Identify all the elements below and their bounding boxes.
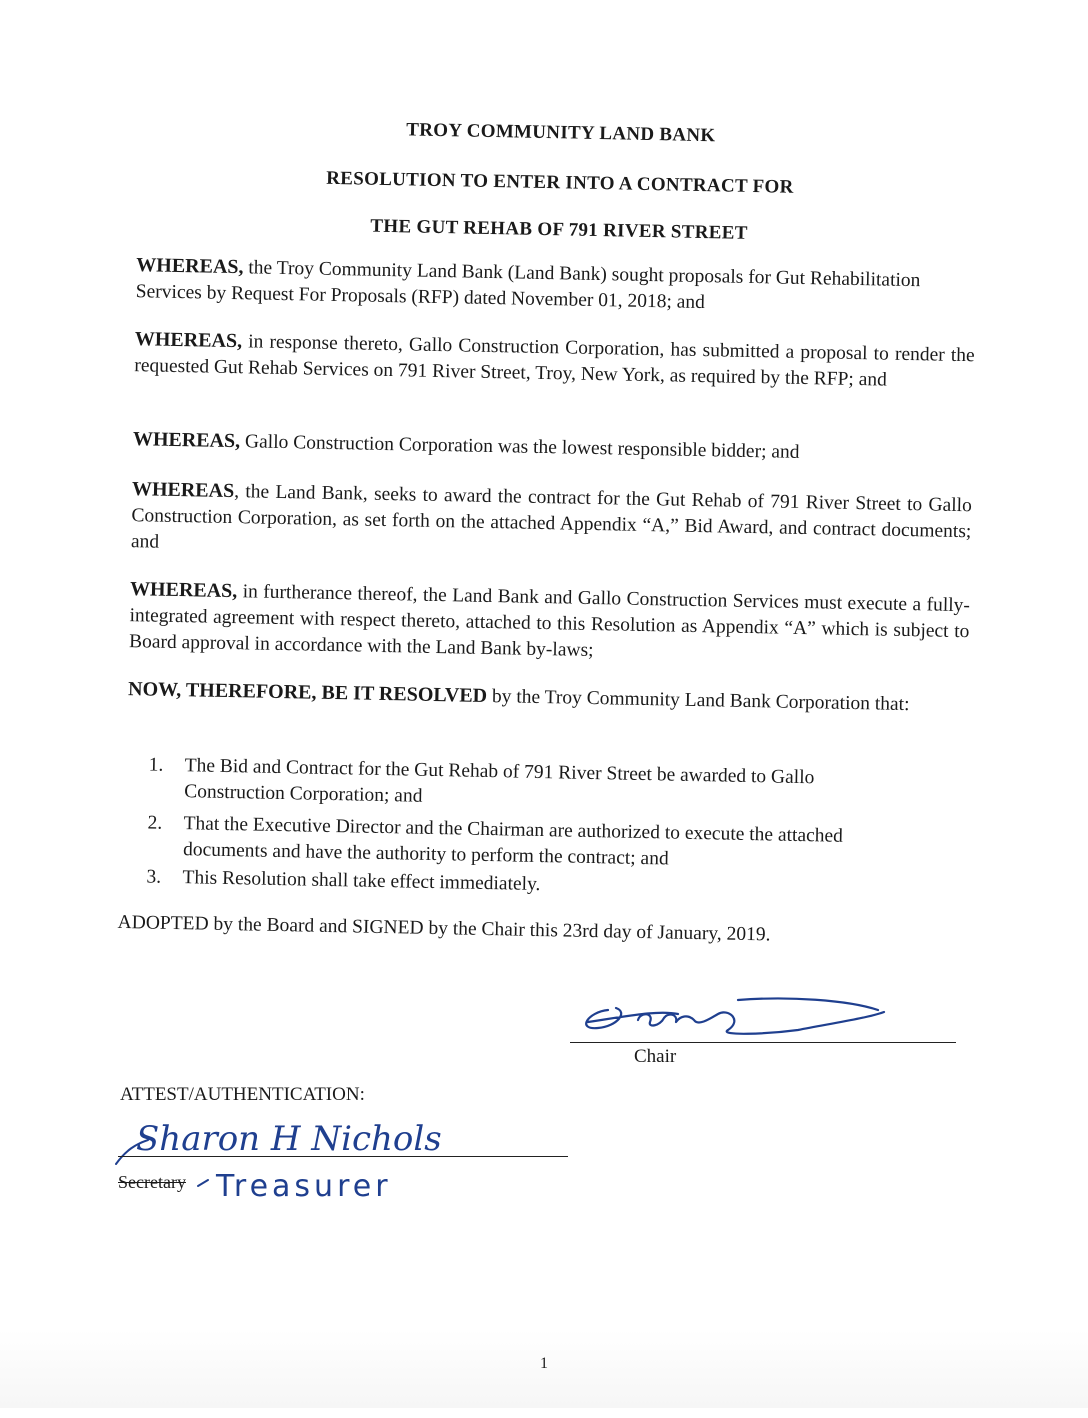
whereas-paragraph-3 <box>133 426 973 469</box>
handwritten-treasurer <box>196 1164 416 1208</box>
chair-label: Chair <box>634 1046 677 1067</box>
resolution-item-1 <box>148 753 909 820</box>
whereas-text: in response thereto, Gallo Construction Corporation, has submitted a proposal to render the requested Gut Rehab Services on 791 River Street, Troy, New York, as required by the RFP; and <box>134 331 975 391</box>
resolution-title-line1: RESOLUTION TO ENTER INTO A CONTRACT FOR <box>326 167 794 198</box>
whereas-text: Gallo Construction Corporation was the lowest responsible bidder; and <box>239 431 800 463</box>
whereas-paragraph-5 <box>129 576 970 671</box>
resolution-title-line2: THE GUT REHAB OF 791 RIVER STREET <box>370 215 748 244</box>
secretary-signature-text: Sharon H Nichols <box>136 1119 442 1159</box>
whereas-paragraph-1 <box>136 252 977 321</box>
org-title: TROY COMMUNITY LAND BANK <box>406 119 716 147</box>
secretary-label: Secretary <box>118 1172 186 1192</box>
secretary-signature-line <box>118 1156 568 1157</box>
adopted-statement: ADOPTED by the Board and SIGNED by the Chair this 23rd day of January, 2019. <box>117 911 771 946</box>
whereas-text: in furtherance thereof, the Land Bank and Gallo Construction Services must execute a fully-integrated agreement with respect thereto, attached to this Resolution as Appendix “A” which is subject to Board approval in accordance with the Land Bank by-laws; <box>128 581 971 662</box>
whereas-lead: WHEREAS, <box>134 328 243 353</box>
item-number: 3. <box>146 866 162 888</box>
handwritten-treasurer-text: Treasurer <box>216 1169 392 1204</box>
resolved-text: by the Troy Community Land Bank Corporation that: <box>486 685 910 716</box>
chair-signature <box>568 990 898 1050</box>
item-text: That the Executive Director and the Chairman are authorized to execute the attached documents and have the authority to perform the contract; and <box>182 813 844 870</box>
whereas-text: the Troy Community Land Bank (Land Bank) sought proposals for Gut Rehabilitation Services by Request For Proposals (RFP) dated November 01, 2018; and <box>135 257 921 314</box>
chair-signature-line <box>570 1042 956 1043</box>
secretary-signature <box>112 1110 492 1170</box>
whereas-lead: WHEREAS, <box>136 254 244 279</box>
whereas-paragraph-4 <box>131 476 972 571</box>
item-text: The Bid and Contract for the Gut Rehab of 791 River Street be awarded to Gallo Construction Corporation; and <box>183 755 815 807</box>
item-number: 2. <box>147 812 163 834</box>
whereas-lead: WHEREAS, <box>132 428 241 453</box>
attest-label: ATTEST/AUTHENTICATION: <box>120 1084 365 1105</box>
whereas-paragraph-2 <box>134 326 975 395</box>
resolved-paragraph <box>128 676 968 719</box>
whereas-lead: WHEREAS, <box>129 578 238 603</box>
item-text: This Resolution shall take effect immediately. <box>182 867 541 896</box>
whereas-lead: WHEREAS <box>131 478 235 503</box>
item-number: 1. <box>148 754 164 776</box>
resolved-lead: NOW, THEREFORE, BE IT RESOLVED <box>127 678 488 707</box>
whereas-text: , the Land Bank, seeks to award the contract for the Gut Rehab of 791 River Street to Gallo Construction Corporation, as set forth on the attached Appendix “A,” Bid Award, and contract documents; and <box>130 481 973 553</box>
page-number: 1 <box>540 1355 548 1372</box>
